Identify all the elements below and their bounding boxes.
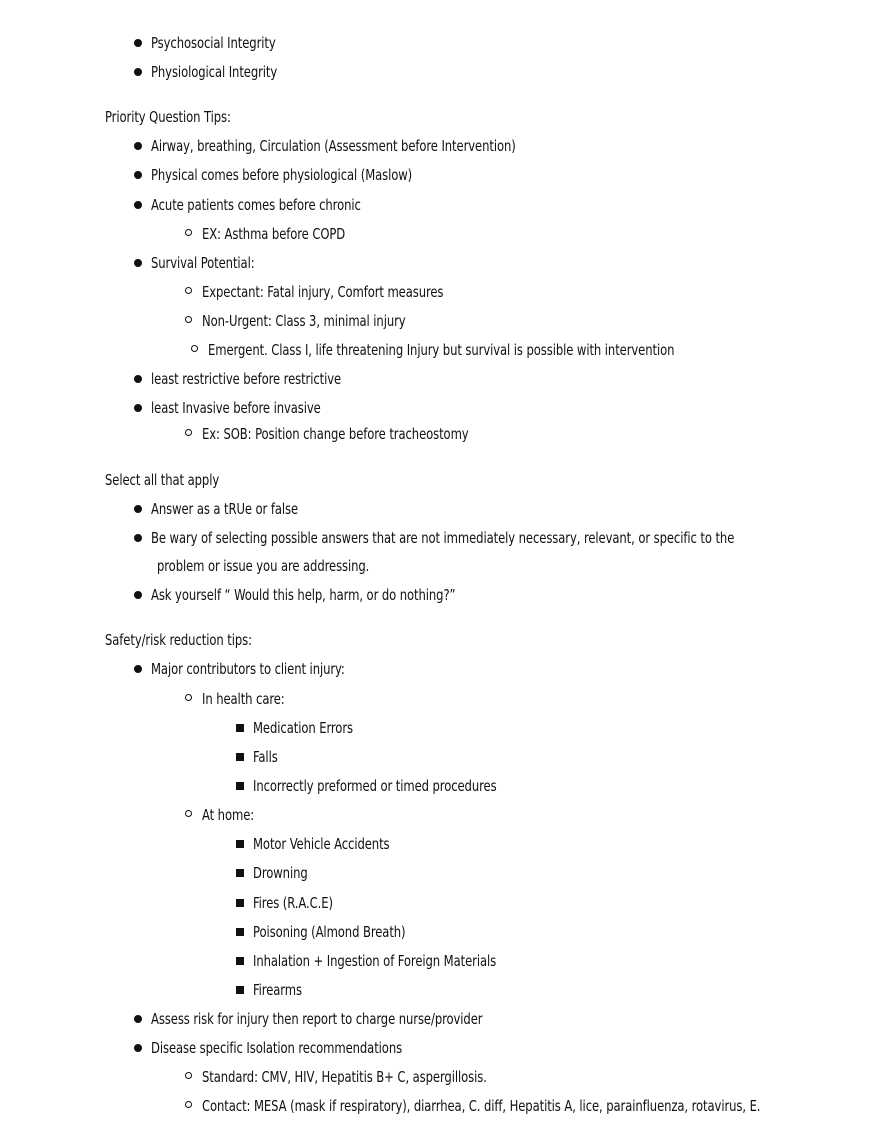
list-item: Ask yourself “ Would this help, harm, or do nothing?” (0, 585, 880, 605)
square-bullet-icon (236, 782, 244, 790)
list-item: Emergent. Class I, life threatening Injury but survival is possible with intervention (0, 340, 880, 360)
bullet-icon (134, 505, 142, 513)
square-bullet-icon (236, 899, 244, 907)
list-item: Assess risk for injury then report to charge nurse/provider (0, 1009, 880, 1029)
list-item: Fires (R.A.C.E) (0, 893, 880, 913)
list-item: Survival Potential: (0, 253, 880, 273)
list-item: Be wary of selecting possible answers that are not immediately necessary, relevant, or specific to the (0, 528, 880, 548)
square-bullet-icon (236, 957, 244, 965)
square-bullet-icon (236, 724, 244, 732)
list-item: Drowning (0, 863, 880, 883)
list-item: Poisoning (Almond Breath) (0, 922, 880, 942)
square-bullet-icon (236, 869, 244, 877)
list-item: least Invasive before invasive (0, 398, 880, 418)
bullet-icon (134, 171, 142, 179)
bullet-icon (134, 665, 142, 673)
list-item-continuation: problem or issue you are addressing. (157, 557, 370, 575)
bullet-icon (134, 68, 142, 76)
list-item: Standard: CMV, HIV, Hepatitis B+ C, aspergillosis. (0, 1067, 880, 1087)
list-item: least restrictive before restrictive (0, 369, 880, 389)
bullet-icon (134, 375, 142, 383)
list-item: Physical comes before physiological (Maslow) (0, 165, 880, 185)
bullet-icon (134, 39, 142, 47)
circle-bullet-icon (185, 810, 192, 817)
list-item: Incorrectly preformed or timed procedures (0, 776, 880, 796)
bullet-icon (134, 259, 142, 267)
bullet-icon (134, 534, 142, 542)
list-item: Answer as a tRUe or false (0, 499, 880, 519)
list-item: Disease specific Isolation recommendations (0, 1038, 880, 1058)
list-item: Inhalation + Ingestion of Foreign Materials (0, 951, 880, 971)
list-item: Major contributors to client injury: (0, 659, 880, 679)
list-item: In health care: (0, 689, 880, 709)
list-item: Psychosocial Integrity (0, 33, 880, 53)
square-bullet-icon (236, 928, 244, 936)
circle-bullet-icon (185, 429, 192, 436)
list-item: Airway, breathing, Circulation (Assessment before Intervention) (0, 136, 880, 156)
list-item: Medication Errors (0, 718, 880, 738)
circle-bullet-icon (191, 345, 198, 352)
circle-bullet-icon (185, 287, 192, 294)
bullet-icon (134, 1015, 142, 1023)
list-item: EX: Asthma before COPD (0, 224, 880, 244)
list-item: Expectant: Fatal injury, Comfort measures (0, 282, 880, 302)
square-bullet-icon (236, 840, 244, 848)
circle-bullet-icon (185, 316, 192, 323)
list-item: Firearms (0, 980, 880, 1000)
list-item: At home: (0, 805, 880, 825)
bullet-icon (134, 142, 142, 150)
section-heading: Select all that apply (105, 471, 220, 489)
bullet-icon (134, 201, 142, 209)
circle-bullet-icon (185, 1072, 192, 1079)
circle-bullet-icon (185, 1101, 192, 1108)
bullet-icon (134, 1044, 142, 1052)
bullet-icon (134, 591, 142, 599)
square-bullet-icon (236, 753, 244, 761)
section-heading: Safety/risk reduction tips: (105, 631, 252, 649)
list-item: Falls (0, 747, 880, 767)
list-item: Non-Urgent: Class 3, minimal injury (0, 311, 880, 331)
list-item: Motor Vehicle Accidents (0, 834, 880, 854)
list-item: Contact: MESA (mask if respiratory), diarrhea, C. diff, Hepatitis A, lice, parainfluenza, rotavirus, E. (0, 1096, 880, 1116)
list-item: Physiological Integrity (0, 62, 880, 82)
section-heading: Priority Question Tips: (105, 108, 231, 126)
square-bullet-icon (236, 986, 244, 994)
circle-bullet-icon (185, 229, 192, 236)
circle-bullet-icon (185, 694, 192, 701)
bullet-icon (134, 404, 142, 412)
list-item: Ex: SOB: Position change before tracheostomy (0, 424, 880, 444)
list-item: Acute patients comes before chronic (0, 195, 880, 215)
